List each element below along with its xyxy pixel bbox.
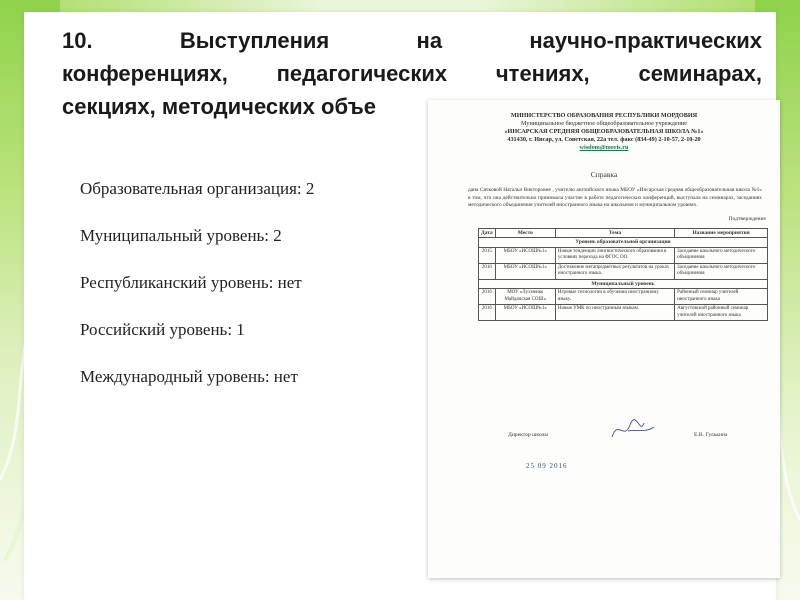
table-cell: 2016 (479, 263, 496, 279)
table-cell: Заседание школьного методического объединения (675, 247, 768, 263)
director-name: Е.В. Гулькина (694, 432, 728, 438)
title-word: семинарах, (638, 61, 762, 86)
title-line-3: секциях, методических объе (62, 94, 377, 119)
table-row (479, 289, 768, 305)
signature-icon (608, 415, 658, 445)
reference-document-image (428, 100, 780, 578)
address-line: 431430, г. Инсар, ул. Советская, 22а тел. факс (834-49) 2-10-57, 2-10-20 (507, 136, 701, 143)
level-organization: Образовательная организация: 2 (80, 179, 315, 198)
title-word: научно-практических (529, 28, 762, 53)
title-word: 10. (62, 28, 93, 53)
title-word: педагогических (276, 61, 448, 86)
table-cell: 2015 (479, 247, 496, 263)
column-header: Дата (479, 228, 496, 238)
level-municipal: Муниципальный уровень: 2 (80, 226, 282, 245)
table-cell: Игровые технологии в обучении иностранному языку. (555, 289, 674, 305)
table-cell: МБОУ «ИСОШ№1» (495, 305, 555, 321)
title-word: чтениях, (495, 61, 590, 86)
table-cell: Новые УМК по иностранным языкам. (555, 305, 674, 321)
table-cell: МОУ «Лухменко Майданская СОШ» (495, 289, 555, 305)
table-cell: Августовский районный семинар учителей иностранного языка (675, 305, 768, 321)
title-line-1 (62, 24, 762, 57)
director-label: Директор школы (508, 432, 549, 438)
title-word: конференциях, (62, 61, 228, 86)
table-section-row (479, 279, 768, 289)
reference-body: дана Сячковой Натальи Викторовне , учителю английского языка МБОУ «Инсарская средняя общеобразовательная школа №1» в том, что она действительно принимала участие в работе педагогических конференций, выступала на семинарах, заседаниях методического объединения учителей иностранного языка на школьном и муниципальном уровнях. (468, 187, 762, 208)
document-header (428, 112, 780, 152)
table-row (479, 263, 768, 279)
participation-levels (80, 178, 440, 413)
ministry-line: МИНИСТЕРСТВО ОБРАЗОВАНИЯ РЕСПУБЛИКИ МОРДОВИЯ (510, 112, 698, 119)
table-cell: Новые тенденции лингвистического образования в условиях перехода на ФГОС ОО. (555, 247, 674, 263)
level-republican: Республиканский уровень: нет (80, 273, 302, 292)
title-word: Выступления (179, 28, 330, 53)
title-word: на (416, 28, 443, 53)
table-cell: Заседание школьного методического объединения (675, 263, 768, 279)
events-table (478, 228, 768, 322)
column-header: Тема (555, 228, 674, 238)
table-header-row (479, 228, 768, 238)
section-label: Уровень образовательной организации (479, 238, 768, 248)
table-cell: 2016 (479, 305, 496, 321)
table-cell: МБОУ «ИСОШ№1» (495, 263, 555, 279)
stamp-date: 25 09 2016 (526, 462, 568, 470)
title-line-2 (62, 57, 762, 90)
column-header: Место (495, 228, 555, 238)
table-section-row (479, 238, 768, 248)
school-name-line: «ИНСАРСКАЯ СРЕДНЯЯ ОБЩЕОБРАЗОВАТЕЛЬНАЯ ШКОЛА №1» (504, 128, 704, 135)
table-row (479, 305, 768, 321)
level-international: Международный уровень: нет (80, 367, 298, 386)
reference-title: Справка (590, 170, 618, 179)
table-cell: Достижение метапредметных результатов на уроках иностранного языка. (555, 263, 674, 279)
institution-type-line: Муниципальное бюджетное общеобразовательное учреждение (521, 120, 687, 127)
table-row (479, 247, 768, 263)
table-cell: МБОУ «ИСОШ№1» (495, 247, 555, 263)
level-russian: Российский уровень: 1 (80, 320, 245, 339)
table-cell: 2016 (479, 289, 496, 305)
confirmation-label: Подтверждение (728, 215, 766, 222)
email-line: wisdom@moris.ru (579, 144, 629, 151)
column-header: Название мероприятия (675, 228, 768, 238)
table-cell: Районный семинар учителей иностранного языка (675, 289, 768, 305)
section-label: Муниципальный уровень (479, 279, 768, 289)
